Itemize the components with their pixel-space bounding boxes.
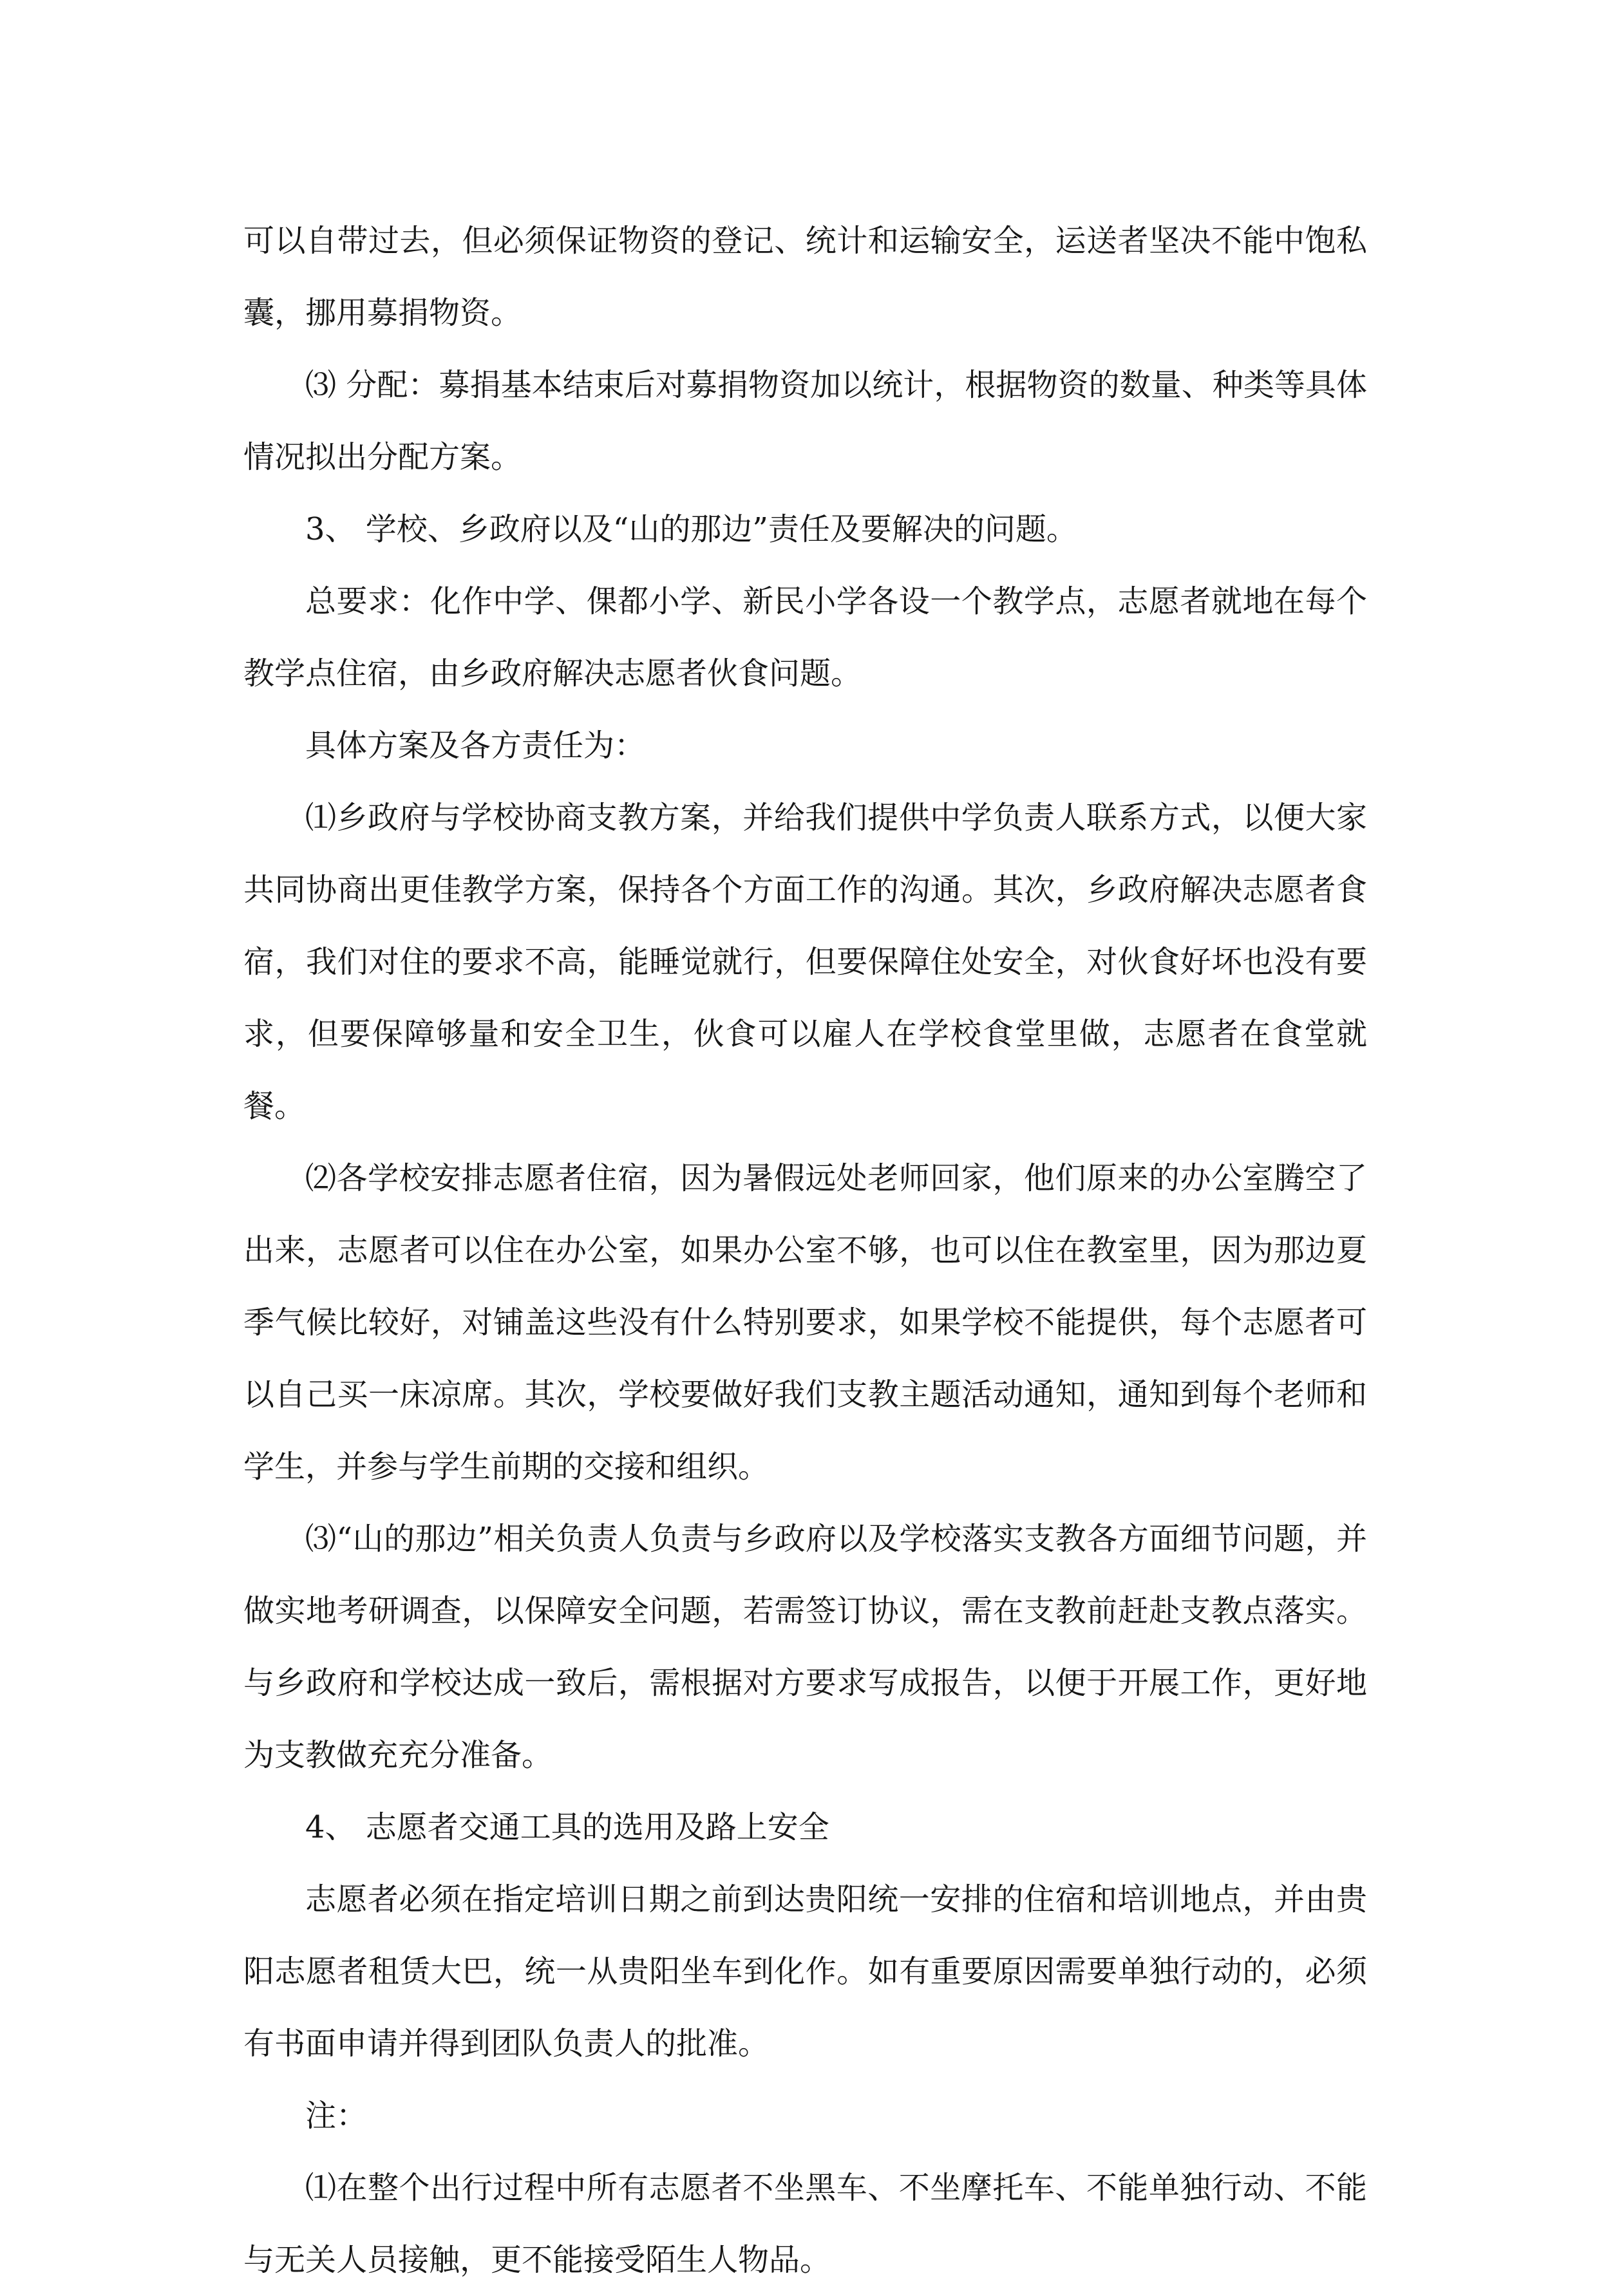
paragraph-plan-intro: 具体方案及各方责任为：: [305, 728, 646, 764]
paragraph-distribution: ⑶ 分配：募捐基本结束后对募捐物资加以统计，根据物资的数量、种类等具体情况拟出分配方案。: [243, 367, 1367, 475]
paragraph-item-3: ⑶“山的那边”相关负责人负责与乡政府以及学校落实支教各方面细节问题，并做实地考研调查，以保障安全问题，若需签订协议，需在支教前赶赴支教点落实。与乡政府和学校达成一致后，需根据对方要求写成报告，以便于开展工作，更好地为支教做充充分准备。: [243, 1521, 1367, 1773]
paragraph-note-label: 注：: [305, 2098, 368, 2134]
paragraph-transport: 志愿者必须在指定培训日期之前到达贵阳统一安排的住宿和培训地点，并由贵阳志愿者租赁大巴，统一从贵阳坐车到化作。如有重要原因需要单独行动的，必须有书面申请并得到团队负责人的批准。: [243, 1881, 1367, 2062]
section-heading-3: 3、 学校、乡政府以及“山的那边”责任及要解决的问题。: [305, 511, 1077, 547]
paragraph-general-requirement: 总要求：化作中学、倮都小学、新民小学各设一个教学点，志愿者就地在每个教学点住宿，由乡政府解决志愿者伙食问题。: [243, 583, 1367, 692]
document-body: [243, 205, 1367, 2296]
paragraph-continuation: 可以自带过去，但必须保证物资的登记、统计和运输安全，运送者坚决不能中饱私囊，挪用募捐物资。: [243, 223, 1367, 331]
section-heading-4: 4、 志愿者交通工具的选用及路上安全: [305, 1809, 829, 1845]
paragraph-note-1: ⑴在整个出行过程中所有志愿者不坐黑车、不坐摩托车、不能单独行动、不能与无关人员接触，更不能接受陌生人物品。: [243, 2170, 1367, 2278]
paragraph-item-1: ⑴乡政府与学校协商支教方案，并给我们提供中学负责人联系方式，以便大家共同协商出更佳教学方案，保持各个方面工作的沟通。其次，乡政府解决志愿者食宿，我们对住的要求不高，能睡觉就行，但要保障住处安全，对伙食好坏也没有要求，但要保障够量和安全卫生，伙食可以雇人在学校食堂里做，志愿者在食堂就餐。: [243, 800, 1367, 1124]
paragraph-item-2: ⑵各学校安排志愿者住宿，因为暑假远处老师回家，他们原来的办公室腾空了出来，志愿者可以住在办公室，如果办公室不够，也可以住在教室里，因为那边夏季气候比较好，对铺盖这些没有什么特别要求，如果学校不能提供，每个志愿者可以自己买一床凉席。其次，学校要做好我们支教主题活动通知，通知到每个老师和学生，并参与学生前期的交接和组织。: [243, 1160, 1367, 1485]
